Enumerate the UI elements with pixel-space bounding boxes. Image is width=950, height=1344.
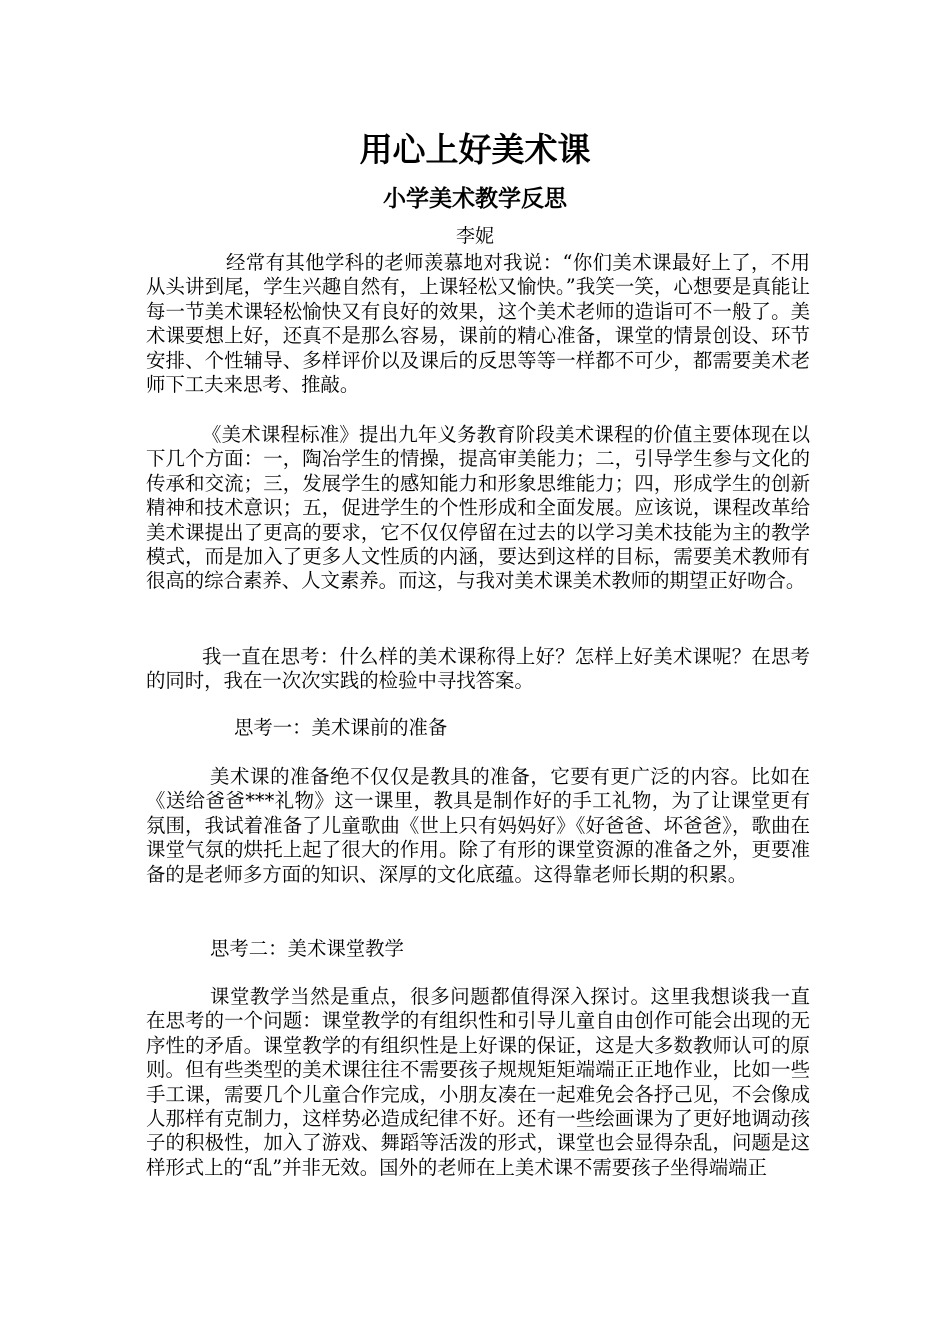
paragraph-preparation: 美术课的准备绝不仅仅是教具的准备，它要有更广泛的内容。比如在《送给爸爸***礼物》这一课里，教具是制作好的手工礼物，为了让课堂更有氛围，我试着准备了儿童歌曲《世上只有妈妈好》《好爸爸、坏爸爸》，歌曲在课堂气氛的烘托上起了很大的作用。除了有形的课堂资源的准备之外，更要准备的是老师多方面的知识、深厚的文化底蕴。这得靠老师长期的积累。 [146, 765, 810, 886]
section-heading-preparation: 思考一：美术课前的准备 [234, 716, 448, 739]
paragraph-intro: 经常有其他学科的老师羡慕地对我说：“你们美术课最好上了，不用从头讲到尾，学生兴趣自然有，上课轻松又愉快。”我笑一笑，心想要是真能让每一节美术课轻松愉快又有良好的效果，这个美术老师的造诣可不一般了。美术课要想上好，还真不是那么容易，课前的精心准备，课堂的情景创设、环节安排、个性辅导、多样评价以及课后的反思等等一样都不可少，都需要美术老师下工夫来思考、推敲。 [146, 251, 810, 397]
document-author: 李妮 [455, 225, 494, 247]
document-title: 用心上好美术课 [359, 130, 591, 169]
paragraph-reflection: 我一直在思考：什么样的美术课称得上好？怎样上好美术课呢？在思考的同时，我在一次次实践的检验中寻找答案。 [146, 645, 810, 693]
paragraph-curriculum-standard: 《美术课程标准》提出九年义务教育阶段美术课程的价值主要体现在以下几个方面：一，陶冶学生的情操，提高审美能力；二，引导学生参与文化的传承和交流；三，发展学生的感知能力和形象思维能力；四，形成学生的创新精神和技术意识；五，促进学生的个性形成和全面发展。应该说，课程改革给美术课提出了更高的要求，它不仅仅停留在过去的以学习美术技能为主的教学模式，而是加入了更多人文性质的内涵，要达到这样的目标，需要美术教师有很高的综合素养、人文素养。而这，与我对美术课美术教师的期望正好吻合。 [146, 423, 810, 593]
section-heading-classroom: 思考二：美术课堂教学 [210, 937, 404, 960]
paragraph-classroom: 课堂教学当然是重点，很多问题都值得深入探讨。这里我想谈我一直在思考的一个问题：课堂教学的有组织性和引导儿童自由创作可能会出现的无序性的矛盾。课堂教学的有组织性是上好课的保证，这是大多数教师认可的原则。但有些类型的美术课往往不需要孩子规规矩矩端端正正地作业，比如一些手工课，需要几个儿童合作完成，小朋友凑在一起难免会各抒己见，不会像成人那样有克制力，这样势必造成纪律不好。还有一些绘画课为了更好地调动孩子的积极性，加入了游戏、舞蹈等活泼的形式，课堂也会显得杂乱，问题是这样形式上的“乱”并非无效。国外的老师在上美术课不需要孩子坐得端端正 [146, 985, 810, 1179]
document-subtitle: 小学美术教学反思 [383, 186, 567, 212]
